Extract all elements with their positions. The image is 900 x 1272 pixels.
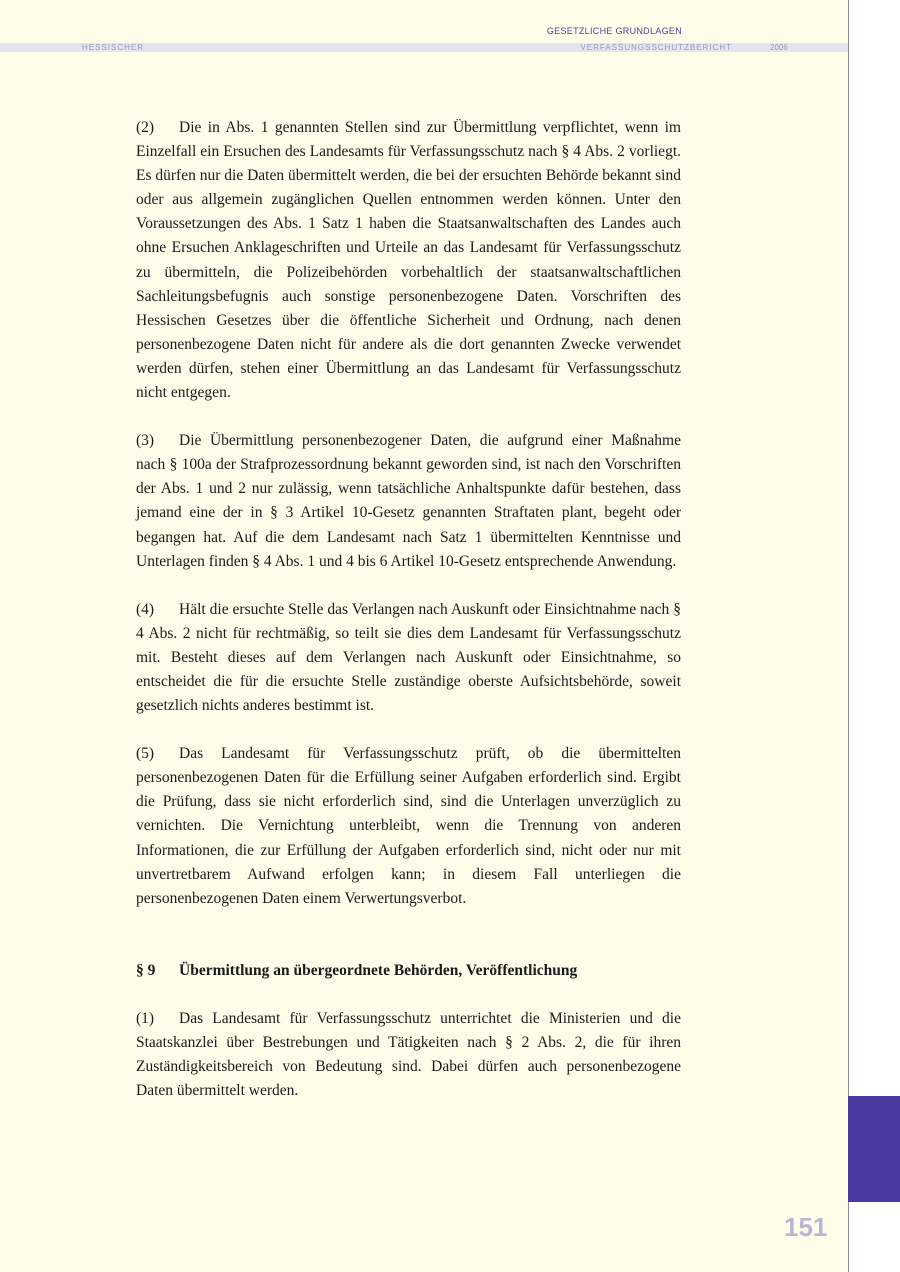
page-number: 151	[784, 1212, 828, 1242]
section-heading	[136, 959, 681, 983]
right-margin	[848, 0, 900, 1272]
paragraph-number: (4)	[136, 600, 155, 618]
paragraph-4	[136, 598, 681, 718]
paragraph-number: (1)	[136, 1009, 155, 1027]
section-9-paragraph-1	[136, 1007, 681, 1103]
section-label: GESETZLICHE GRUNDLAGEN	[546, 26, 682, 36]
paragraph-text: Die Übermittlung personenbezogener Daten, die aufgrund einer Maßnahme nach § 100a der Strafprozessordnung bekannt geworden sind, ist nach den Vorschriften der Abs. 1 und 2 nur zulässig, wenn tatsächliche Anhaltspunkte dafür bestehen, dass jemand eine der in § 3 Artikel 10-Gesetz genannten Straftaten plant, begeht oder begangen hat. Auf die dem Landesamt nach Satz 1 übermittelten Kenntnisse und Unterlagen finden § 4 Abs. 1 und 4 bis 6 Artikel 10-Gesetz entsprechende Anwendung.	[136, 432, 681, 570]
paragraph-3	[136, 429, 681, 574]
page-body	[136, 116, 681, 1127]
paragraph-number: (2)	[136, 119, 155, 136]
running-header-title: HESSISCHER VERFASSUNGSSCHUTZBERICHT	[82, 43, 732, 52]
paragraph-text: Das Landesamt für Verfassungsschutz unterrichtet die Ministerien und die Staatskanzlei über Bestrebungen und Tätigkeiten nach § 2 Abs. 2, die für ihren Zuständigkeitsbereich von Bedeutung sind. Dabei dürfen auch personenbezogene Daten übermittelt werden.	[136, 1009, 681, 1100]
chapter-tab	[848, 1096, 900, 1202]
paragraph-text: Die in Abs. 1 genannten Stellen sind zur Übermittlung verpflichtet, wenn im Einzelfall ein Ersuchen des Landesamts für Verfassungsschutz nach § 4 Abs. 2 vorliegt. Es dürfen nur die Daten übermittelt werden, die bei der ersuchten Behörde bekannt sind oder aus allgemein zugänglichen Quellen entnommen werden können. Unter den Voraussetzungen des Abs. 1 Satz 1 haben die Staatsanwaltschaften des Landes auch ohne Ersuchen Anklageschriften und Urteile an das Landesamt für Verfassungsschutz zu übermitteln, die Polizeibehörden vorbehaltlich der staatsanwaltschaftlichen Sachleitungsbefugnis auch sonstige personenbezogene Daten. Vorschriften des Hessischen Gesetzes über die öffentliche Sicherheit und Ordnung, nach denen personenbezogene Daten nicht für andere als die dort genannten Zwecke verwendet werden dürfen, stehen einer Übermittlung an das Landesamt für Verfassungsschutz nicht entgegen.	[136, 119, 681, 402]
running-header-year: 2006	[770, 43, 788, 52]
paragraph-number: (5)	[136, 745, 155, 763]
paragraph-5	[136, 742, 681, 911]
paragraph-number: (3)	[136, 432, 155, 450]
paragraph-2	[136, 116, 681, 405]
paragraph-text: Das Landesamt für Verfassungsschutz prüft, ob die übermittelten personenbezogenen Daten für die Erfüllung seiner Aufgaben erforderlich sind. Ergibt die Prüfung, dass sie nicht erforderlich sind, sind die Unterlagen unverzüglich zu vernichten. Die Vernichtung unterbleibt, wenn die Trennung von anderen Informationen, die zur Erfüllung der Aufgaben erforderlich sind, nicht oder nur mit unvertretbarem Aufwand erfolgen kann; in diesem Fall unterliegen die personenbezogenen Daten einem Verwertungsverbot.	[136, 745, 681, 907]
paragraph-text: Hält die ersuchte Stelle das Verlangen nach Auskunft oder Einsichtnahme nach § 4 Abs. 2 nicht für rechtmäßig, so teilt sie dies dem Landesamt für Verfassungsschutz mit. Besteht dieses auf dem Verlangen nach Auskunft oder Einsichtnahme, so entscheidet die für die ersuchte Stelle zuständige oberste Aufsichtsbehörde, soweit gesetzlich nichts anderes bestimmt ist.	[136, 600, 681, 715]
section-number: § 9	[136, 961, 156, 979]
section-title: Übermittlung an übergeordnete Behörden, Veröffentlichung	[179, 961, 578, 979]
